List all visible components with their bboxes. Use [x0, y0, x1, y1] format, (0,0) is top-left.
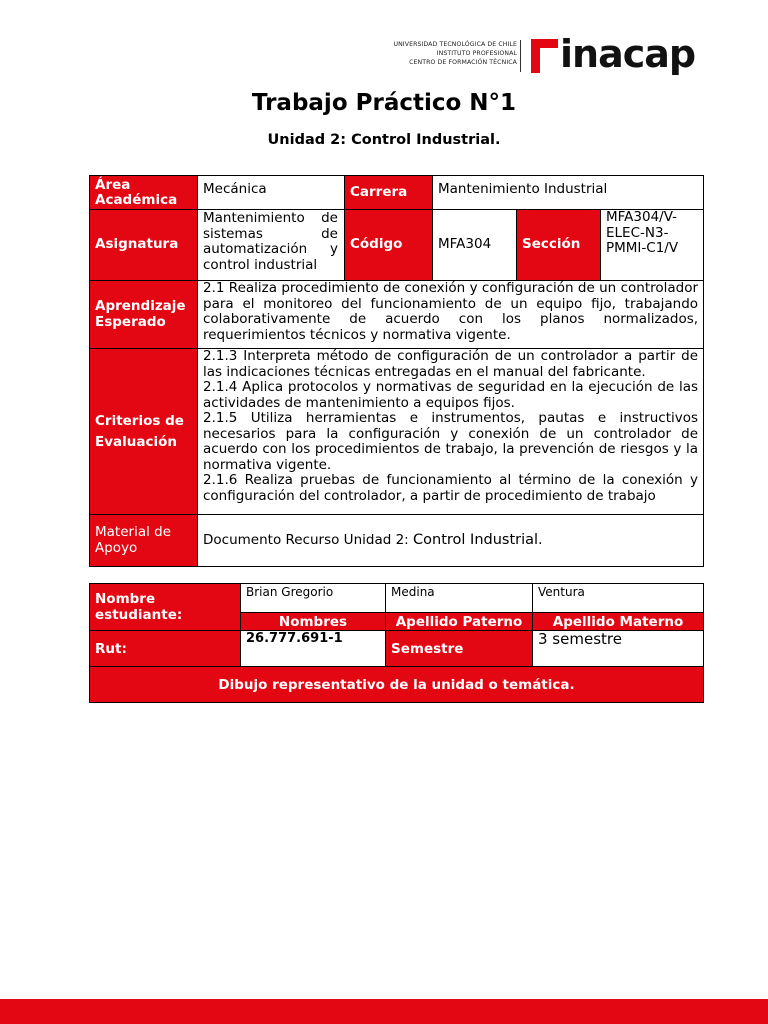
logo-divider: [520, 40, 521, 72]
asignatura-label: Asignatura: [90, 210, 198, 281]
apellido-paterno-header: Apellido Paterno: [386, 613, 533, 631]
dibujo-representativo-header: Dibujo representativo de la unidad o temática.: [90, 667, 704, 703]
criterio-item: 2.1.4 Aplica protocolos y normativas de seguridad en la ejecución de las actividades de mantenimiento a equipos fijos.: [203, 379, 699, 411]
nombre-estudiante-label: Nombre estudiante:: [90, 584, 241, 631]
semestre-value: 3 semestre: [533, 631, 704, 667]
institution-lines: UNIVERSIDAD TECNOLÓGICA DE CHILE INSTITUTO PROFESIONAL CENTRO DE FORMACIÓN TÉCNICA: [393, 41, 517, 66]
page-subtitle: Unidad 2: Control Industrial.: [267, 132, 501, 148]
page-title: Trabajo Práctico N°1: [251, 90, 517, 116]
codigo-label: Código: [345, 210, 433, 281]
course-info-table: [89, 175, 704, 567]
criterio-item: 2.1.3 Interpreta método de configuración de un controlador a partir de las indicaciones técnicas entregadas en el manual del fabricante.: [203, 348, 699, 380]
area-label: Área Académica: [90, 176, 198, 210]
material-value: [198, 515, 704, 567]
apellido-materno-value: Ventura: [533, 584, 704, 613]
footer-bar: [0, 999, 768, 1024]
carrera-label: Carrera: [345, 176, 433, 210]
student-info-table: [89, 583, 704, 703]
seccion-label: Sección: [517, 210, 601, 281]
aprendizaje-value: 2.1 Realiza procedimiento de conexión y configuración de un controlador para el monitoreo del funcionamiento de un equipo fijo, trabajando colaborativamente de acuerdo con los planos normalizados, requerimientos técnicos y normativa vigente.: [198, 281, 704, 349]
rut-label: Rut:: [90, 631, 241, 667]
semestre-label: Semestre: [386, 631, 533, 667]
aprendizaje-label: Aprendizaje Esperado: [90, 281, 198, 349]
material-value-prefix: Documento Recurso Unidad 2:: [203, 531, 414, 548]
nombres-header: Nombres: [241, 613, 386, 631]
carrera-value: Mantenimiento Industrial: [433, 176, 704, 210]
area-value: Mecánica: [198, 176, 345, 210]
material-label: Material de Apoyo: [90, 515, 198, 567]
apellido-paterno-value: Medina: [386, 584, 533, 613]
criterios-label: Criterios de Evaluación: [90, 349, 198, 515]
inacap-mark-icon: [531, 39, 558, 73]
asignatura-value: Mantenimiento de sistemas de automatización y control industrial: [198, 210, 345, 281]
material-value-main: Control Industrial.: [413, 531, 543, 548]
nombres-value: Brian Gregorio: [241, 584, 386, 613]
apellido-materno-header: Apellido Materno: [533, 613, 704, 631]
criterio-item: 2.1.5 Utiliza herramientas e instrumentos, pautas e instructivos necesarios para la configuración y conexión de un controlador de acuerdo con los procedimientos de trabajo, la prevención de riesgos y la normativa vigente.: [203, 410, 699, 473]
seccion-value: MFA304/V-ELEC-N3-PMMI-C1/V: [601, 210, 704, 281]
criterio-item: 2.1.6 Realiza pruebas de funcionamiento al término de la conexión y configuración del controlador, a partir de procedimiento de trabajo: [203, 472, 699, 504]
criterios-list: [198, 349, 704, 515]
inacap-logo: [370, 32, 696, 79]
logo-brand-text: inacap: [560, 32, 696, 76]
codigo-value: MFA304: [433, 210, 517, 281]
rut-value: 26.777.691-1: [241, 631, 386, 667]
